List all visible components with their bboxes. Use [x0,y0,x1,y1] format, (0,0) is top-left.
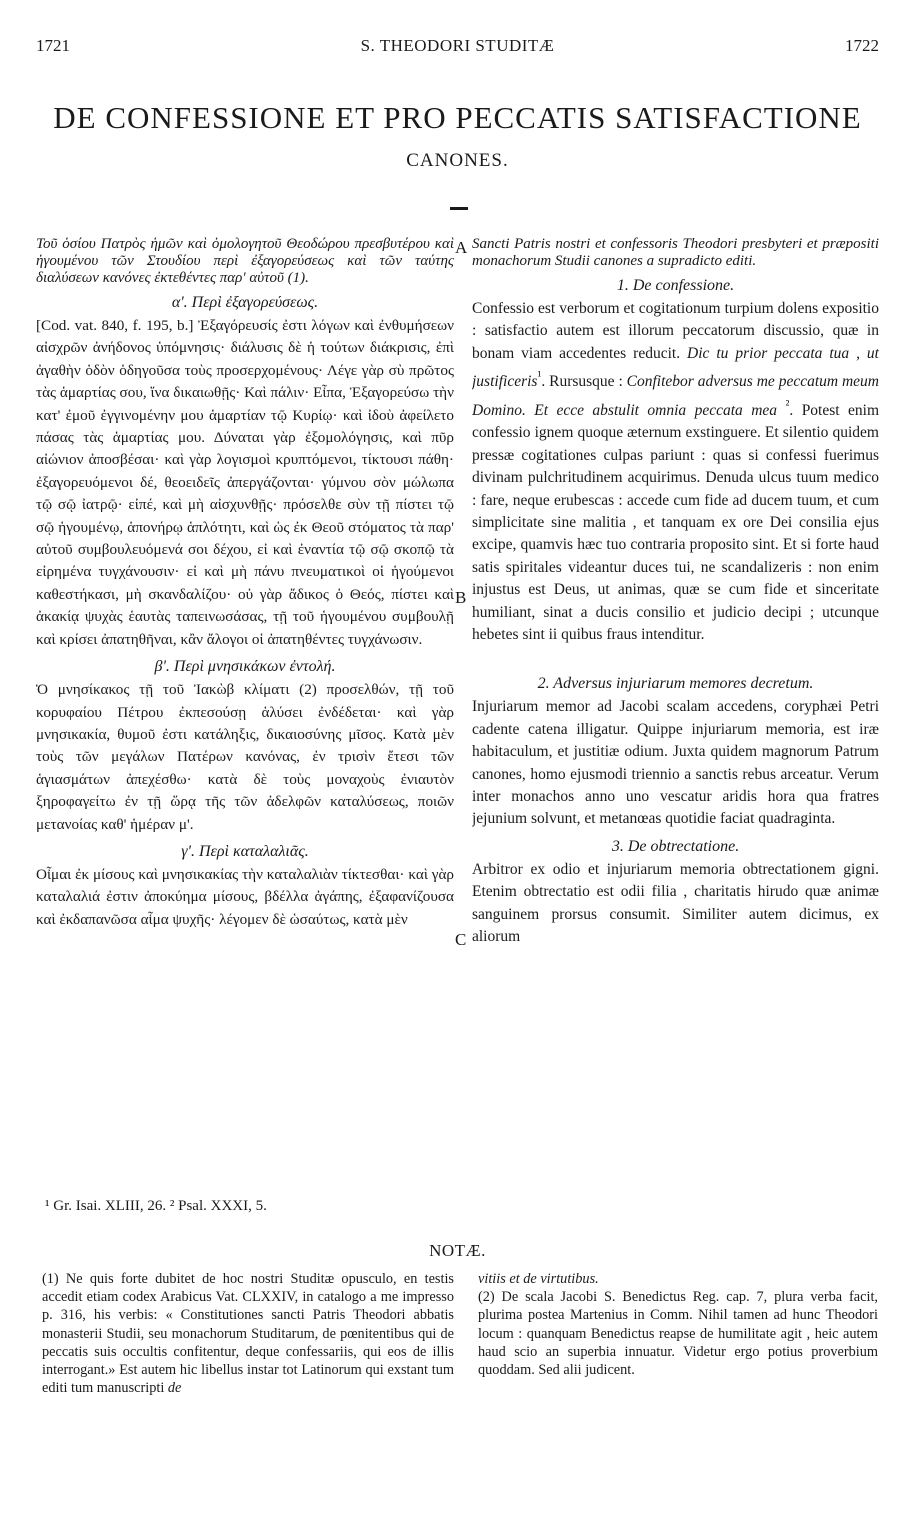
latin-section-1-text: Confessio est verborum et cogitationum turpium dolens expositio : satisfactio autem est illorum peccatorum discussio, quæ in bonam viam accedentes reducit. Dic tu prior peccata tua , ut justificeris$^{^1}$. Rursusque : Confitebor adversus me peccatum meum Domino. Et ecce abstulit omnia peccata mea $^{^2}$. Potest enim confessio ignem quoque æternum exstinguere. Et silentio quidem pressæ cogitationes culpas pariunt : quas si confessi fuerimus divinam pulchritudinem acquirimus. Denuda ulcus tuum medico : fare, neque erubescas : accede cum fide ad ducem tuum, et cum simplicitate sine malitia , et tanquam ex ore Dei consilia ejus excipe, quamvis hæc tuo contraria proposito sint. Et si forte haud satis spiritales videantur duces tui, ne scandalizeris : non enim injustus est Deus, ut animas, quæ se cum fide et sinceritate humiliant, sinat a ducis consilio et judicio decipi ; utcunque hebetes sint ii quibus fraus intenditur. [472,300,879,643]
subtitle: CANONES. [406,150,509,171]
latin-section-3-text: Arbitror ex odio et injuriarum memoria obtrectationem gigni. Etenim obtrectatio est odii filia , charitatis hirudo quæ animæ sanguinem prorsus consumit. Similiter autem dicimus, ex aliorum [472,860,879,946]
notae-heading: NOTÆ. [429,1241,486,1260]
margin-marker-a: A [455,238,468,257]
latin-section-3-heading: 3. De obtrectatione. [611,837,740,855]
page-number-right: 1722 [845,36,879,55]
main-title: DE CONFESSIONE ET PRO PECCATIS SATISFACTIONE [53,100,862,135]
notes-right-column [478,1270,878,1379]
greek-column [36,236,454,931]
note-1: (1) Ne quis forte dubitet de hoc nostri Studitæ opusculo, en testis accedit etiam codex Arabicus Vat. CLXXIV, in catalogo a me impresso p. 316, his verbis: « Constitutiones sancti Patris Theodori abbatis monasterii Studii, seu monachorum Studitarum, de pœnitentibus qui de peccatis suis occultis confitentur, deque confessariis, qui eos de illis interrogant.» Est autem hic libellus instar tot Latinorum qui exstant tum editi tum manuscripti de [42,1271,454,1397]
greek-section-1-text: [Cod. vat. 840, f. 195, b.] Ἐξαγόρευσίς ἐστι λόγων καὶ ἐνθυμήσεων αἰσχρῶν ἀνήδονος ὑπόμνησις· διάλυσις δὲ ἡ τούτων διάκρισις, ἐπὶ ἀγαθὴν ὁδὸν ὁδηγοῦσα τοὺς προσερχομένους· Λέγε γὰρ σὺ πρῶτος τὰς ἁμαρτίας σου, ἵνα δικαιωθῇς· Καὶ πάλιν· Εἶπα, Ἐξαγορεύσω τὴν κατ' ἐμοῦ ἐγγινομένην μου ἁμαρτίαν τῷ Κυρίῳ· καὶ ἰδοὺ ἀφείλετο πάσας τὰς ἁμαρτίας μου. Δύναται γὰρ ἐξομολόγησις, καὶ πῦρ αἰώνιον ἀποσβέσαι· καὶ γὰρ λογισμοὶ κρυπτόμενοι, τίκτουσι πάθη· ἐξαγορευόμενοι δέ, θεοειδεῖς ἀπεργάζονται· γύμνου σὸν μώλωπα τῷ σῷ ἰατρῷ· εἰπέ, καὶ μὴ αἰσχυνθῇς· πρόσελθε σὺν τῇ πίστει τῷ σῷ ἡγουμένῳ, ἁπονήρῳ ἁπλότητι, καὶ ὡς ἐκ Θεοῦ στόματος τὰ παρ' αὐτοῦ συμβουλευόμενά σοι δέχου, εἰ καὶ ἐναντία τῷ σῷ σκοπῷ τὰ εἰρημένα τυγχάνουσιν· εἰ καὶ μὴ πάνυ πνευματικοὶ οἱ ἡγούμενοι καθεστήκασι, μὴ σκανδαλίζου· οὐ γὰρ ἄδικος ὁ Θεός, πίστει καὶ ἀκακίᾳ ψυχὰς ἑαυτὰς ταπεινωσάσας, τῇ τοῦ ἡγουμένου συμβουλῇ καὶ κρίσει ἀπατηθῆναι, κἂν ἄλογοι οἱ ἀπατηθέντες τυγχάνωσιν. [36,317,454,648]
latin-intro: Sancti Patris nostri et confessoris Theodori presbyteri et præpositi monachorum Studii canones a supradicto editi. [472,236,879,269]
note-1-continuation: vitiis et de virtutibus. [478,1271,599,1287]
running-head [36,36,879,58]
margin-marker-c: C [455,930,467,949]
footnote-references: ¹ Gr. Isai. XLIII, 26. ² Psal. XXXI, 5. [45,1198,267,1214]
greek-section-1-heading: α'. Περὶ ἐξαγορεύσεως. [171,294,319,311]
greek-section-2-heading: β'. Περὶ μνησικάκων ἐντολή. [154,658,336,676]
notes-left-column [42,1270,454,1397]
margin-marker-b: B [455,588,467,607]
latin-section-1-heading: 1. De confessione. [616,277,735,294]
greek-section-2-text: Ὁ μνησίκακος τῇ τοῦ Ἰακὼβ κλίματι (2) προσελθών, τῇ τοῦ κορυφαίου Πέτρου ἐκπεσούσῃ ἁλύσει ἐνδέδεται· καὶ γὰρ μνησικακία, θυμοῦ ἐστι κατάληξις, δικαιοσύνης μῖσος. Κατὰ μὲν τοὺς τῶν μεγάλων Πατέρων κανόνας, ἐν τρισὶν ἔτεσι τῶν ἁγιασμάτων ἀπεχέσθω· κατὰ δὲ τοὺς μοναχοὺς ἐνιαυτὸν ξηροφαγείτω ἐν τῇ ὥρᾳ τῆς τῶν ἀδελφῶν καταλύσεως, ποιῶν μετανοίας καθ' ἡμέραν μ'. [36,681,454,833]
running-title: S. THEODORI STUDITÆ [360,36,555,55]
page-number-left: 1721 [36,36,70,55]
latin-column [472,236,879,948]
note-2: (2) De scala Jacobi S. Benedictus Reg. cap. 7, plura verba facit, plurima postea Martenius in Comm. Nihil tamen ad hunc Theodori locum : quanquam Benedictus reapse de humilitate agit , heic autem haud scio an superbia innuatur. Videtur ergo potius proverbium quoddam. Sed alii judicent. [478,1289,878,1379]
greek-intro: Τοῦ ὁσίου Πατρὸς ἡμῶν καὶ ὁμολογητοῦ Θεοδώρου πρεσβυτέρου καὶ ἡγουμένου τῶν Στουδίου περὶ ἐξαγορεύσεως καὶ τῶν ταύτης διαλύσεων κανόνες ἐκτεθέντες παρ' αὐτοῦ (1). [36,236,454,286]
greek-section-3-text: Οἶμαι ἐκ μίσους καὶ μνησικακίας τὴν καταλαλιὰν τίκτεσθαι· καὶ γὰρ καταλαλιά ἐστιν ἀποκύημα μίσους, βδέλλα ἀγάπης, ἐξαφανίζουσα καὶ ἐκδαπανῶσα αἷμα ψυχῆς· λέγομεν δὲ ὡσαύτως, κατὰ μὲν [36,865,454,928]
latin-section-2-heading: 2. Adversus injuriarum memores decretum. [537,675,814,693]
latin-section-2-text: Injuriarum memor ad Jacobi scalam accedens, coryphæi Petri cadente catena illigatur. Quippe injuriarum memoria, est iræ habitaculum, et justitiæ odium. Juxta quidem magnorum Patrum canones, homo ejusmodi triennio a sanctis rebus arceatur. Verum inter monachos anno uno vescatur aridis hora qua fratres jejunium solvunt, et metanœas quotidie faciat quadraginta. [472,698,879,828]
codex-reference: [Cod. vat. 840, f. 195, b.] [36,317,194,334]
title-dash [450,207,468,210]
greek-section-3-heading: γ'. Περὶ καταλαλιᾶς. [181,842,309,860]
